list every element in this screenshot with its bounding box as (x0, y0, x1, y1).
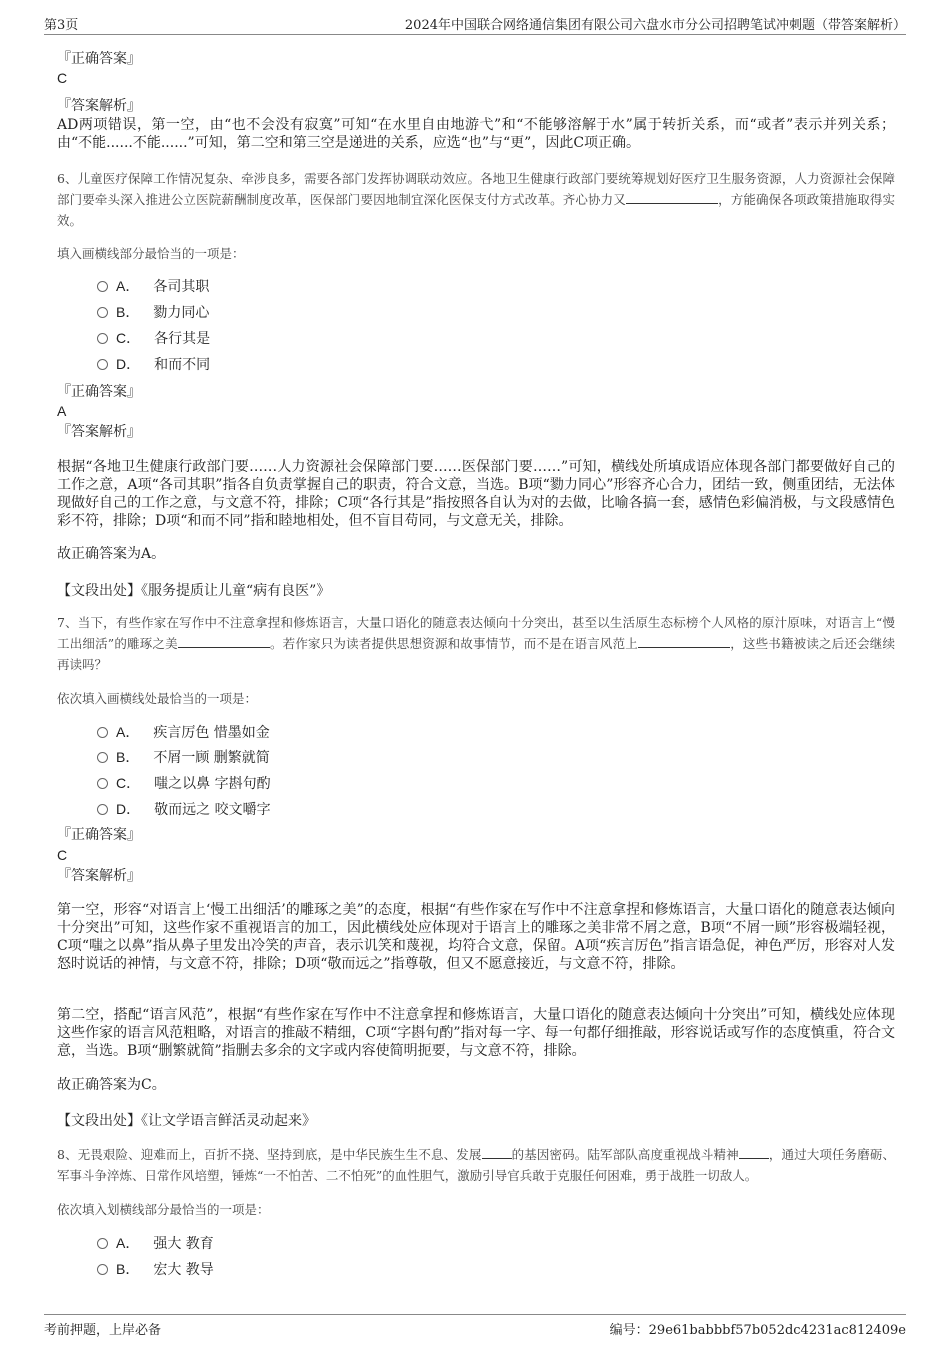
analysis-text: 根据“各地卫生健康行政部门要……人力资源社会保障部门要……医保部门要……”可知，横线处所填成语应体现各部门都要做好自己的工作之意，A项“各司其职”指各自负责掌握自己的职责，符合文意，当选。B项“勠力同心”形容齐心合力，团结一致，侧重团结，无法体现做好自己的工作之意，与文意不符，排除；C项“各行其是”指按照各自认为对的去做，比喻各搞一套，感情色彩偏消极，与文段感情色彩不符，排除；D项“和而不同”指和睦地相处，但不盲目苟同，与文意无关，排除。 (57, 459, 895, 529)
question-8-prompt: 依次填入划横线部分最恰当的一项是： (57, 1202, 270, 1217)
radio-icon[interactable] (97, 1264, 108, 1275)
option-7-a[interactable]: A． 疾言厉色 惜墨如金 (97, 722, 270, 742)
answer-value: A (57, 403, 67, 419)
blank-line (482, 1146, 512, 1159)
question-8-stem: 8、无畏艰险、迎难而上，百折不挠、坚持到底，是中华民族生生不息、发展 的基因密码。陆军部队高度重视战斗精神 ，通过大项任务磨砺、军事斗争淬炼、日常作风培塑，锤炼“一不怕苦、二不怕死”的血性胆气，激励引导官兵敢于克服任何困难，勇于战胜一切敌人。 (57, 1147, 895, 1183)
question-6-prompt: 填入画横线部分最恰当的一项是： (57, 246, 245, 261)
page-footer (44, 1314, 906, 1338)
blank-line (178, 635, 270, 648)
analysis-label: 『答案解析』 (57, 424, 141, 440)
option-8-b[interactable]: B． 宏大 教导 (97, 1259, 214, 1279)
conclusion-text: 故正确答案为A。 (57, 546, 166, 562)
conclusion-text: 故正确答案为C。 (57, 1077, 166, 1093)
analysis-label: 『答案解析』 (57, 868, 141, 884)
option-6-d[interactable]: D． 和而不同 (97, 354, 210, 374)
radio-icon[interactable] (97, 778, 108, 789)
analysis-text: 第二空，搭配“语言风范”，根据“有些作家在写作中不注意拿捏和修炼语言，大量口语化的随意表达倾向十分突出”可知，横线处应体现这些作家的语言风范粗略，对语言的推敲不精细，C项“字斟句酌”指对每一字、每一句都仔细推敲，形容说话或写作的态度慎重，符合文意，当选。B项“删繁就简”指删去多余的文字或内容使简明扼要，与文意不符，排除。 (57, 1007, 895, 1059)
question-7-prompt: 依次填入画横线处最恰当的一项是： (57, 691, 258, 706)
source-citation: 【文段出处】《服务提质让儿童“病有良医”》 (57, 583, 331, 599)
answer-value: C (57, 847, 68, 863)
radio-icon[interactable] (97, 1238, 108, 1249)
blank-line (638, 635, 730, 648)
option-6-c[interactable]: C． 各行其是 (97, 328, 210, 348)
blank-line (626, 191, 718, 204)
analysis-text: AD两项错误，第一空，由“也不会没有寂寞”可知“在水里自由地游弋”和“不能够溶解于水”属于转折关系，而“或者”表示并列关系；由“不能......不能......”可知，第二空和第三空是递进的关系，应选“也”与“更”，因此C项正确。 (57, 117, 895, 151)
option-7-d[interactable]: D． 敬而远之 咬文嚼字 (97, 799, 271, 819)
page-number: 第3页 (44, 18, 79, 33)
answer-label: 『正确答案』 (57, 827, 141, 843)
radio-icon[interactable] (97, 727, 108, 738)
question-6-stem: 6、儿童医疗保障工作情况复杂、牵涉良多，需要各部门发挥协调联动效应。各地卫生健康行政部门要统筹规划好医疗卫生服务资源，人力资源社会保障部门要牵头深入推进公立医院薪酬制度改革，医保部门要因地制宜深化医保支付方式改革。齐心协力又 ，方能确保各项政策措施取得实效。 (57, 171, 895, 228)
document-title: 2024年中国联合网络通信集团有限公司六盘水市分公司招聘笔试冲刺题（带答案解析） (404, 18, 906, 33)
source-citation: 【文段出处】《让文学语言鲜活灵动起来》 (57, 1113, 316, 1129)
analysis-text: 第一空，形容“对语言上‘慢工出细活’的雕琢之美”的态度，根据“有些作家在写作中不注意拿捏和修炼语言，大量口语化的随意表达倾向十分突出”可知，这些作家不重视语言的加工，因此横线处应体现对于语言上的雕琢之美非常不屑之意，B项“不屑一顾”形容极端轻视，C项“嗤之以鼻”指从鼻子里发出冷笑的声音，表示讥笑和蔑视，均符合文意，保留。A项“疾言厉色”指言语急促，神色严厉，形容对人发怒时说话的神情，与文意不符，排除；D项“敬而远之”指尊敬，但又不愿意接近，与文意不符，排除。 (57, 902, 895, 972)
option-6-b[interactable]: B． 勠力同心 (97, 302, 209, 322)
question-7-stem: 7、当下，有些作家在写作中不注意拿捏和修炼语言，大量口语化的随意表达倾向十分突出，甚至以生活原生态标榜个人风格的原汁原味，对语言上“慢工出细活”的雕琢之美 。若作家只为读者提供思想资源和故事情节，而不是在语言风范上 ，这些书籍被读之后还会继续再读吗？ (57, 615, 895, 672)
document-id: 编号：29e61babbbf57b052dc4231ac812409e (609, 1323, 906, 1338)
radio-icon[interactable] (97, 804, 108, 815)
option-7-b[interactable]: B． 不屑一顾 删繁就简 (97, 747, 270, 767)
radio-icon[interactable] (97, 333, 108, 344)
radio-icon[interactable] (97, 359, 108, 370)
radio-icon[interactable] (97, 752, 108, 763)
option-6-a[interactable]: A． 各司其职 (97, 276, 209, 296)
footer-slogan: 考前押题，上岸必备 (44, 1323, 162, 1338)
answer-label: 『正确答案』 (57, 384, 141, 400)
answer-label: 『正确答案』 (57, 51, 141, 67)
radio-icon[interactable] (97, 281, 108, 292)
option-7-c[interactable]: C． 嗤之以鼻 字斟句酌 (97, 773, 271, 793)
analysis-label: 『答案解析』 (57, 98, 141, 114)
option-8-a[interactable]: A． 强大 教育 (97, 1233, 214, 1253)
blank-line (739, 1146, 769, 1159)
page-header (44, 10, 906, 35)
radio-icon[interactable] (97, 307, 108, 318)
answer-value: C (57, 70, 68, 86)
